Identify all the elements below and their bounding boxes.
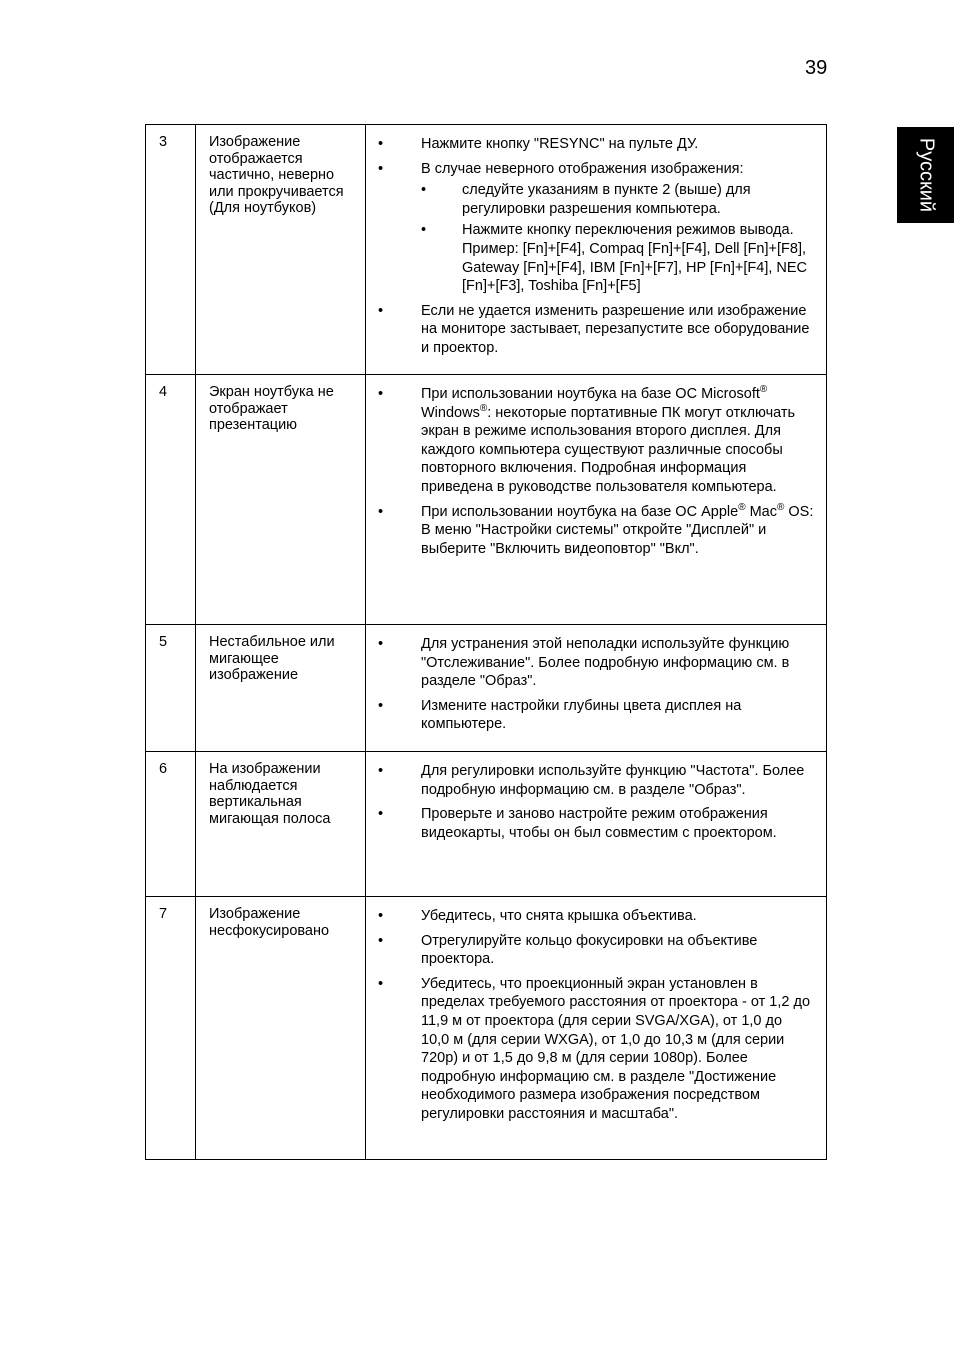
solution-subitem: • следуйте указаниям в пункте 2 (выше) для регулировки разрешения компьютера. <box>421 182 751 217</box>
solution-item: • Проверьте и заново настройте режим отображения видеокарты, чтобы он был совместим с проектором. <box>378 806 777 841</box>
solution-cell <box>366 125 827 375</box>
troubleshooting-table <box>145 124 827 1160</box>
problem-description: Экран ноутбука не отображает презентацию <box>196 375 366 625</box>
language-tab-label: Русский <box>915 137 937 213</box>
row-number: 4 <box>146 375 196 625</box>
solution-item: • Если не удается изменить разрешение или изображение на мониторе застывает, перезапустите все оборудование и проектор. <box>378 302 810 356</box>
table-row <box>146 752 827 897</box>
solution-item: • Убедитесь, что снята крышка объектива. <box>378 908 697 924</box>
problem-description: Нестабильное или мигающее изображение <box>196 625 366 752</box>
row-number: 7 <box>146 897 196 1160</box>
problem-description: На изображении наблюдается вертикальная мигающая полоса <box>196 752 366 897</box>
solution-item: • Для устранения этой неполадки используйте функцию "Отслеживание". Более подробную информацию см. в разделе "Образ". <box>378 636 790 690</box>
page-number: 39 <box>805 57 828 79</box>
table-row <box>146 125 827 375</box>
solution-item: • В случае неверного отображения изображения: • следуйте указаниям в пункте 2 (выше) для регулировки разрешения компьютера. • Нажмите кнопку переключения режимов вывода. Пример: [Fn]+[F4], Compaq [Fn]+[F4], Dell [Fn]+[F8], Gateway [Fn]+[F4], IBM [Fn]+[F7], HP [Fn]+[F4], NEC [Fn]+[F3], Toshiba [Fn]+[F5] <box>378 160 814 296</box>
solution-item: • Для регулировки используйте функцию "Частота". Более подробную информацию см. в разделе "Образ". <box>378 763 805 798</box>
solution-item: • Нажмите кнопку "RESYNC" на пульте ДУ. <box>378 136 699 152</box>
solution-item: • При использовании ноутбука на базе ОС Apple® Mac® OS: В меню "Настройки системы" откройте "Дисплей" и выберите "Включить видеоповтор" "Вкл". <box>378 501 814 557</box>
row-number: 6 <box>146 752 196 897</box>
solution-item: • При использовании ноутбука на базе ОС Microsoft® Windows®: некоторые портативные ПК могут отключать экран в режиме использования второго дисплея. Для каждого компьютера существуют различные способы повторного включения. Подробная информация приведена в руководстве пользователя компьютера. <box>378 384 796 495</box>
row-number: 3 <box>146 125 196 375</box>
row-number: 5 <box>146 625 196 752</box>
problem-description: Изображение отображается частично, неверно или прокручивается (Для ноутбуков) <box>196 125 366 375</box>
solution-item: • Убедитесь, что проекционный экран установлен в пределах требуемого расстояния от проектора - от 1,2 до 11,9 м от проектора (для серии SVGA/XGA), от 1,0 до 10,0 м (для серии WXGA), от 1,0 до 10,3 м (для серии 720p) и от 1,5 до 9,8 м (для серии 1080p). Более подробную информацию см. в разделе "Достижение необходимого размера изображения посредством регулировки расстояния и масштаба". <box>378 975 811 1122</box>
table-row <box>146 625 827 752</box>
solution-cell <box>366 375 827 625</box>
solution-item: • Отрегулируйте кольцо фокусировки на объективе проектора. <box>378 932 758 968</box>
solution-cell <box>366 897 827 1160</box>
solution-item: • Измените настройки глубины цвета дисплея на компьютере. <box>378 697 742 733</box>
problem-description: Изображение несфокусировано <box>196 897 366 1160</box>
solution-cell <box>366 752 827 897</box>
table-row <box>146 375 827 625</box>
solution-subitem: • Нажмите кнопку переключения режимов вывода. Пример: [Fn]+[F4], Compaq [Fn]+[F4], Dell [Fn]+[F8], Gateway [Fn]+[F4], IBM [Fn]+[F7], HP [Fn]+[F4], NEC [Fn]+[F3], Toshiba [Fn]+[F5] <box>421 222 808 295</box>
language-tab <box>897 127 954 223</box>
solution-cell <box>366 625 827 752</box>
table-row <box>146 897 827 1160</box>
